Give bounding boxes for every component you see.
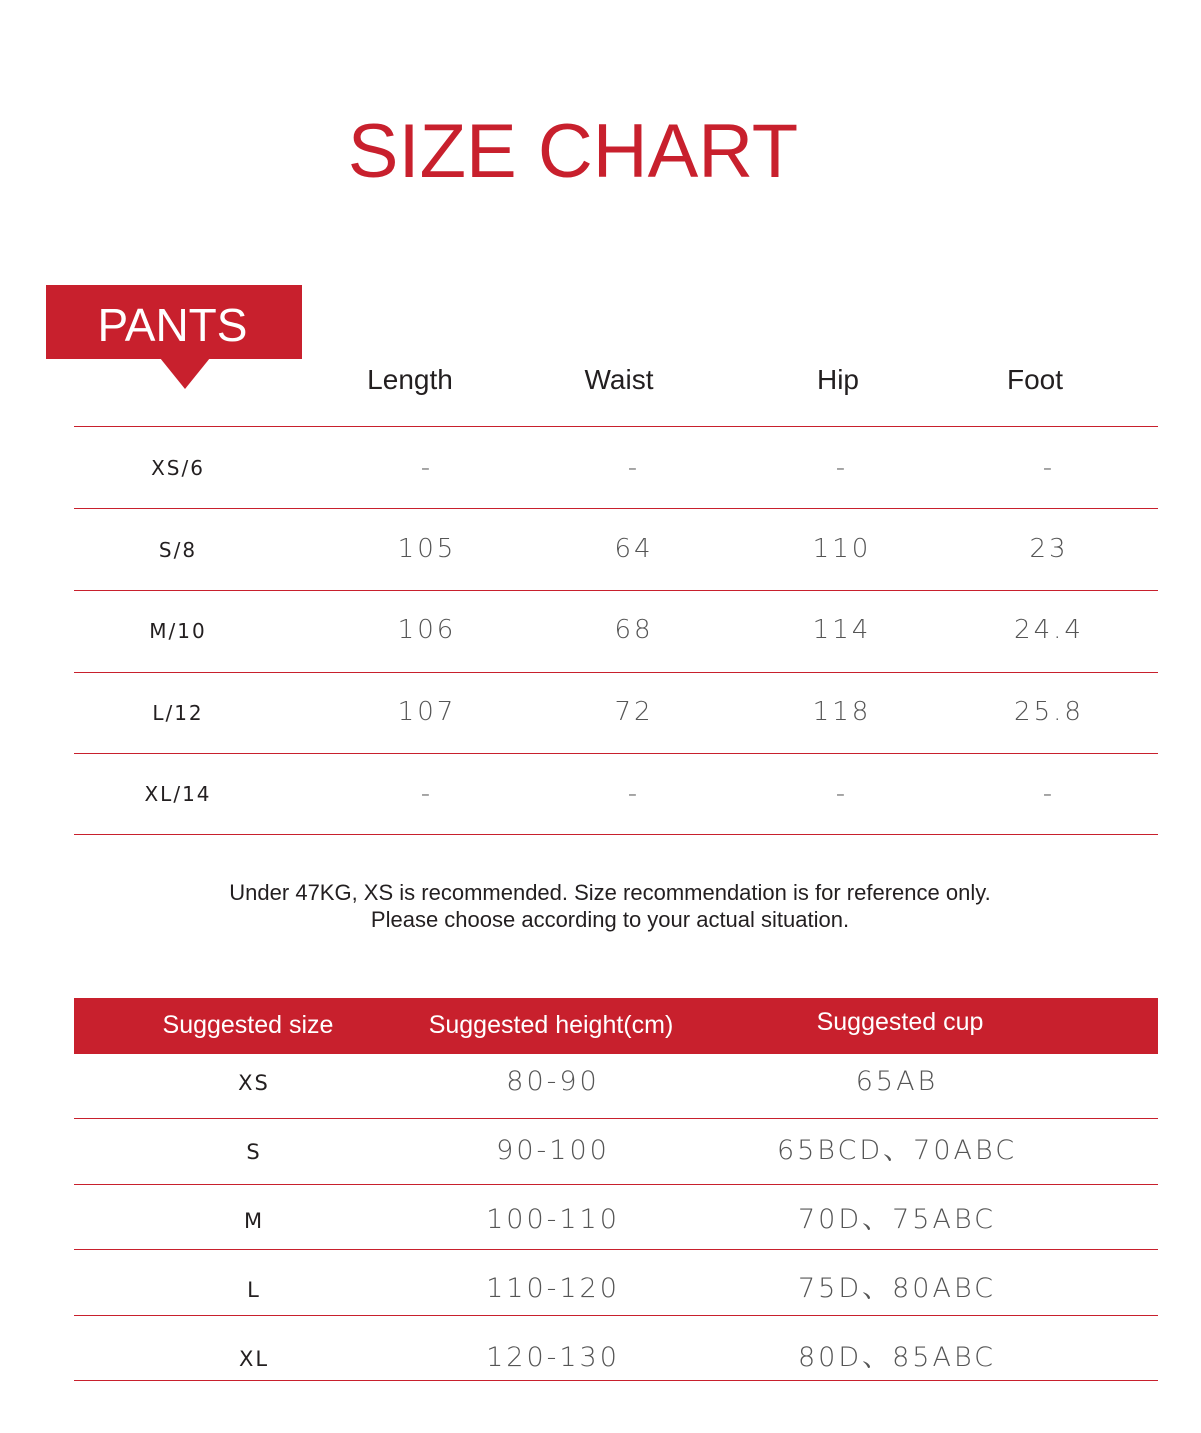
table-divider <box>74 1249 1158 1250</box>
table-divider <box>74 753 1158 754</box>
length-value: 107 <box>397 697 457 727</box>
column-header-hip: Hip <box>816 364 859 395</box>
page-title: SIZE CHART <box>347 109 799 194</box>
foot-value: - <box>1042 453 1056 483</box>
suggested-cup-value: 65BCD、70ABC <box>776 1135 1018 1166</box>
foot-value: 23 <box>1029 534 1069 564</box>
size-label: XL/14 <box>144 782 212 806</box>
length-value: 106 <box>397 615 457 645</box>
waist-value: 68 <box>614 615 654 645</box>
suggested-size-label: L <box>247 1278 261 1302</box>
table-divider <box>74 1118 1158 1119</box>
suggested-size-label: XL <box>238 1347 270 1371</box>
hip-value: 118 <box>812 697 872 727</box>
table-divider <box>74 426 1158 427</box>
length-value: - <box>420 779 434 809</box>
hip-value: - <box>835 453 849 483</box>
size-label: M/10 <box>149 619 207 643</box>
length-value: - <box>420 453 434 483</box>
suggestion-header-banner <box>74 998 1158 1054</box>
header-suggested-cup: Suggested cup <box>816 1008 984 1036</box>
length-value: 105 <box>397 534 457 564</box>
waist-value: - <box>627 453 641 483</box>
table-divider <box>74 1380 1158 1381</box>
hip-value: 110 <box>812 534 872 564</box>
suggested-cup-value: 75D、80ABC <box>797 1273 997 1304</box>
suggested-height-value: 120-130 <box>486 1342 620 1373</box>
waist-value: 64 <box>614 534 654 564</box>
size-note-line-1: Under 47KG, XS is recommended. Size recommendation is for reference only. <box>229 880 991 905</box>
pants-tag-pointer <box>160 358 210 389</box>
hip-value: 114 <box>812 615 872 645</box>
table-divider <box>74 834 1158 835</box>
table-divider <box>74 508 1158 509</box>
header-suggested-size: Suggested size <box>162 1011 334 1039</box>
column-header-length: Length <box>367 364 453 395</box>
table-divider <box>74 1184 1158 1185</box>
header-suggested-height: Suggested height(cm) <box>428 1011 674 1039</box>
suggested-height-value: 100-110 <box>486 1204 620 1235</box>
waist-value: - <box>627 779 641 809</box>
suggested-cup-value: 80D、85ABC <box>797 1342 997 1373</box>
suggested-size-label: M <box>243 1209 265 1233</box>
foot-value: - <box>1042 779 1056 809</box>
waist-value: 72 <box>614 697 654 727</box>
suggested-height-value: 110-120 <box>486 1273 620 1304</box>
table-divider <box>74 672 1158 673</box>
suggested-size-label: S <box>246 1140 262 1164</box>
suggested-cup-value: 70D、75ABC <box>797 1204 997 1235</box>
column-header-waist: Waist <box>584 364 654 395</box>
size-label: XS/6 <box>151 456 205 480</box>
table-divider <box>74 1315 1158 1316</box>
suggested-cup-value: 65AB <box>855 1066 939 1097</box>
size-label: L/12 <box>152 701 204 725</box>
size-note-line-2: Please choose according to your actual situation. <box>370 907 850 932</box>
suggested-height-value: 90-100 <box>496 1135 610 1166</box>
column-header-foot: Foot <box>1006 364 1064 395</box>
suggested-height-value: 80-90 <box>506 1066 600 1097</box>
pants-tag: PANTS <box>46 285 302 359</box>
suggested-size-label: XS <box>238 1071 270 1095</box>
hip-value: - <box>835 779 849 809</box>
size-label: S/8 <box>158 538 198 562</box>
foot-value: 24.4 <box>1014 615 1084 645</box>
foot-value: 25.8 <box>1014 697 1084 727</box>
table-divider <box>74 590 1158 591</box>
